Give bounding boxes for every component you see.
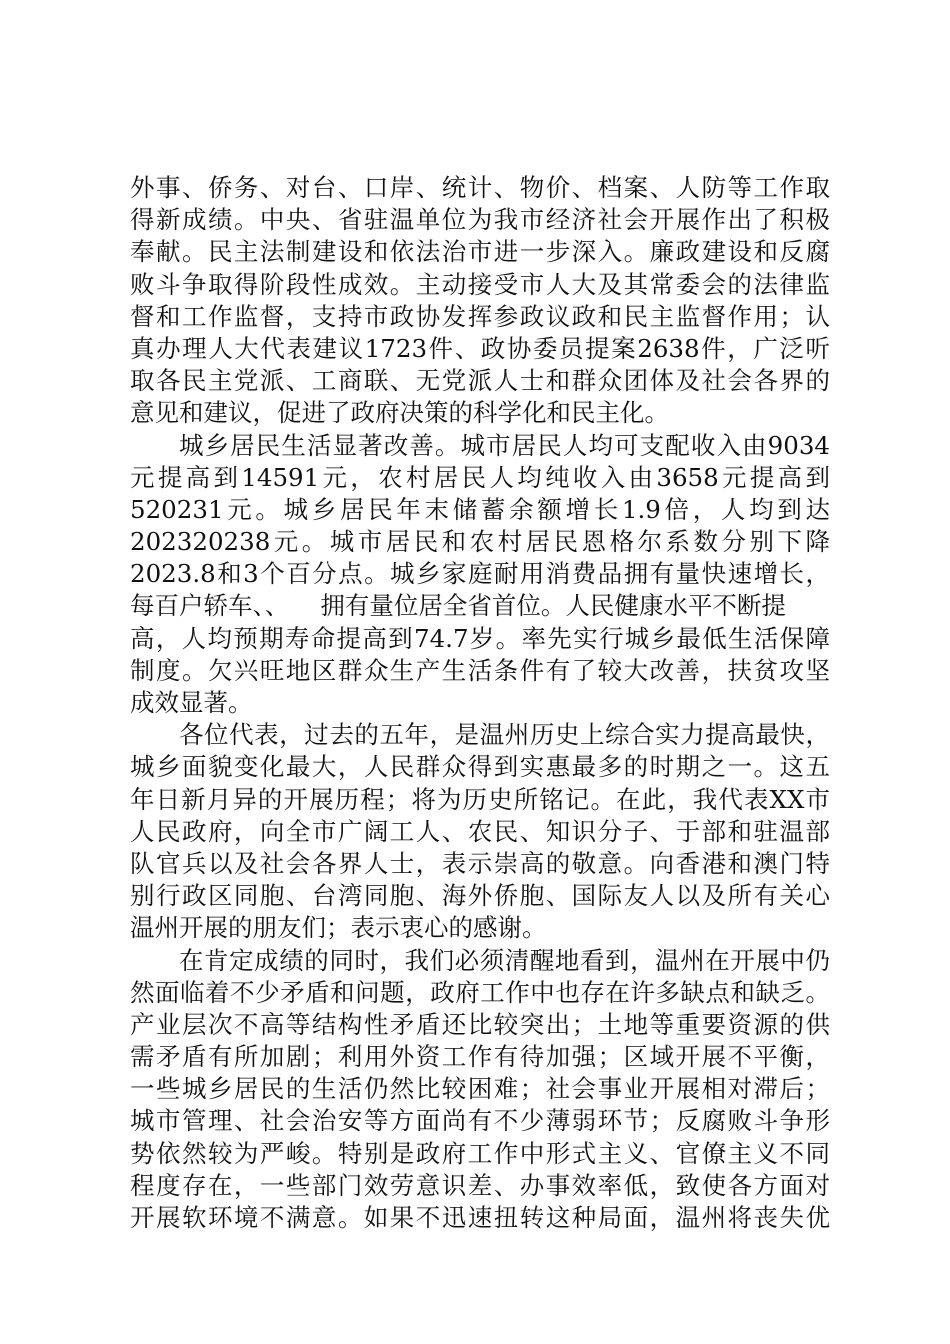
paragraph [130, 430, 830, 720]
text-line: 制度。欠兴旺地区群众生产生活条件有了较大改善，扶贫攻坚 [130, 655, 830, 685]
text-line: 别行政区同胞、台湾同胞、海外侨胞、国际友人以及所有关心 [130, 881, 830, 911]
text-line: 产业层次不高等结构性矛盾还比较突出；土地等重要资源的供 [130, 1009, 830, 1039]
text-line: 外事、侨务、对台、口岸、统计、物价、档案、人防等工作取 [130, 173, 830, 202]
text-line: 一些城乡居民的生活仍然比较困难；社会事业开展相对滞后； [130, 1074, 830, 1104]
text-line: 势依然较为严峻。特别是政府工作中形式主义、官僚主义不同 [130, 1138, 830, 1168]
text-line: 城乡居民生活显著改善。城市居民人均可支配收入由9034 [179, 430, 830, 460]
text-line: 程度存在，一些部门效劳意识差、办事效率低，致使各方面对 [130, 1170, 830, 1200]
document-body [130, 172, 830, 1234]
text-line: 得新成绩。中央、省驻温单位为我市经济社会开展作出了积极 [130, 205, 830, 235]
paragraph [130, 172, 830, 430]
text-line: 各位代表，过去的五年，是温州历史上综合实力提高最快， [179, 720, 830, 750]
text-line: 人民政府，向全市广阔工人、农民、知识分子、于部和驻温部 [130, 816, 830, 846]
text-line: 开展软环境不满意。如果不迅速扭转这种局面，温州将丧失优 [130, 1203, 830, 1232]
text-line: 在肯定成绩的同时，我们必须清醒地看到，温州在开展中仍 [179, 945, 830, 975]
text-line: 城市管理、社会治安等方面尚有不少薄弱环节；反腐败斗争形 [130, 1106, 830, 1136]
text-line: 督和工作监督，支持市政协发挥参政议政和民主监督作用；认 [130, 301, 830, 331]
text-line: 意见和建议，促进了政府决策的科学化和民主化。 [130, 398, 669, 428]
text-line: 成效显著。 [130, 688, 253, 717]
text-line: 520231元。城乡居民年末储蓄余额增长1.9倍，人均到达 [130, 494, 830, 524]
text-line: 然面临着不少矛盾和问题，政府工作中也存在许多缺点和缺乏。 [130, 977, 830, 1007]
text-line: 202320238元。城市居民和农村居民恩格尔系数分别下降 [130, 527, 830, 557]
text-line: 年日新月异的开展历程；将为历史所铭记。在此，我代表XX市 [130, 784, 830, 814]
text-line: 温州开展的朋友们；表示衷心的感谢。 [130, 913, 547, 943]
text-line: 队官兵以及社会各界人士，表示崇高的敬意。向香港和澳门特 [130, 848, 830, 878]
text-line: 取各民主党派、工商联、无党派人士和群众团体及社会各界的 [130, 366, 830, 396]
text-line: 需矛盾有所加剧；利用外资工作有待加强；区域开展不平衡， [130, 1042, 830, 1072]
text-line: 败斗争取得阶段性成效。主动接受市人大及其常委会的法律监 [130, 269, 830, 299]
paragraph [130, 719, 830, 944]
text-line: 每百户轿车、、 拥有量位居全省首位。人民健康水平不断提 [130, 591, 786, 621]
text-line: 高，人均预期寿命提高到74.7岁。率先实行城乡最低生活保障 [130, 623, 830, 653]
text-line: 元提高到14591元，农村居民人均纯收入由3658元提高到 [130, 462, 830, 492]
paragraph [130, 945, 830, 1235]
text-line: 奉献。民主法制建设和依法治市进一步深入。廉政建设和反腐 [130, 237, 830, 267]
text-line: 2023.8和3个百分点。城乡家庭耐用消费品拥有量快速增长， [130, 559, 830, 589]
text-line: 城乡面貌变化最大，人民群众得到实惠最多的时期之一。这五 [130, 752, 830, 782]
text-line: 真办理人大代表建议1723件、政协委员提案2638件，广泛听 [130, 333, 830, 363]
